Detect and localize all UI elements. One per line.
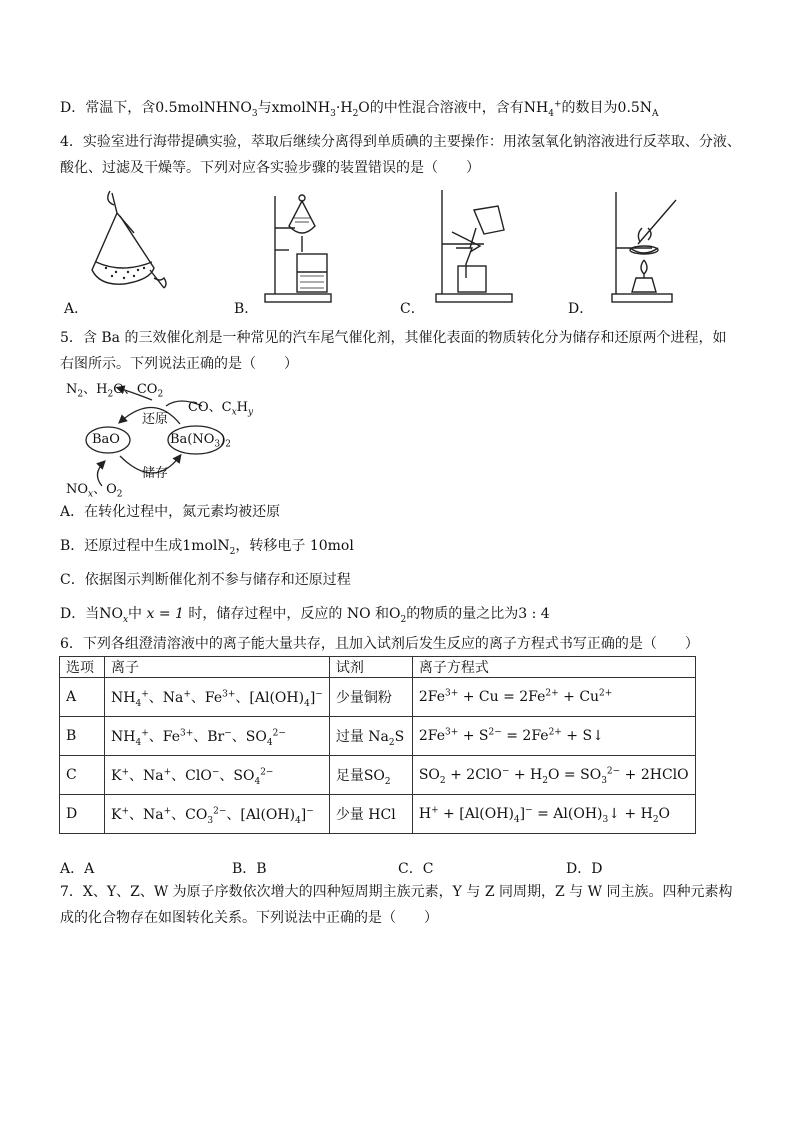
q5-option-b: B．还原过程中生成1molN$_2$，转移电子 10mol [60,538,354,557]
q5-stem-line2: 右图所示。下列说法正确的是（ ） [60,356,298,372]
row-option: A [60,678,105,717]
q7-stem-line2: 成的化合物存在如图转化关系。下列说法中正确的是（ ） [60,910,438,926]
header-ions: 离子 [105,657,330,678]
row-equation: $SO_2 + 2ClO^- + H_2O = SO_3^{2-}$ + 2HClO [412,756,695,795]
q5-option-c: C．依据图示判断催化剂不参与储存和还原过程 [60,572,351,588]
answer-option-a: A．A [60,861,95,877]
row-option: C [60,756,105,795]
table-header-row [60,657,696,678]
reductants-label: CO、$C_xH_y$ [188,400,254,418]
store-label: 储存 [142,466,169,481]
figure-label-c: C． [400,301,425,317]
row-reagent: 少量 HCl [329,795,412,834]
answer-option-b: B．B [232,861,267,877]
table-row [60,678,696,717]
q3-option-d: D．常温下，含0.5molNHNO$_3$与$xmolNH_3\cdot H_2O$的中性混合溶液中，含有$NH_4^+$的数目为$0.5N_A$ [60,99,659,119]
q4-apparatus-figures [60,188,760,320]
q4-stem-line2: 酸化、过滤及干燥等。下列对应各实验步骤的装置错误的是（ ） [60,160,480,176]
figure-label-b: B． [234,301,259,317]
row-equation: $H^+ + [Al(OH)_4]^-$ = $Al(OH)_3↓ + H_2O$ [412,795,695,834]
answer-option-c: C．C [398,861,434,877]
table-row [60,795,696,834]
reduce-label: 还原 [142,412,169,427]
filtration-figure [428,188,538,306]
header-reagent: 试剂 [329,657,412,678]
separatory-funnel-stand-figure [255,188,365,306]
row-ions: K+、Na+、$CO_3^{2-}$、$[Al(OH)_4]^-$ [105,795,330,834]
figure-label-d: D． [568,301,594,317]
q5-stem-line1: 5．含 Ba 的三效催化剂是一种常见的汽车尾气催化剂，其催化表面的物质转化分为储存和还原两个进程，如 [60,330,727,346]
header-equation: 离子方程式 [412,657,695,678]
q7-stem-line1: 7．X、Y、Z、W 为原子序数依次增大的四种短周期主族元素，Y 与 Z 同周期，Z 与 W 同主族。四种元素构 [60,884,733,900]
header-option: 选项 [60,657,105,678]
q5-option-d: D．当$NO_x$中 x = 1 时，储存过程中，反应的 NO 和$O_2$的物质的量之比为3 : 4 [60,606,550,625]
catalyst-cycle-diagram [62,378,262,500]
row-reagent: 少量铜粉 [329,678,412,717]
evaporation-figure [606,188,716,306]
row-equation: $2Fe^{3+} + S^{2-} = 2Fe^{2+}$ + S↓ [412,717,695,756]
separatory-funnel-hand-figure [72,188,192,298]
products-label: $N_2$、$H_2O$、$CO_2$ [66,382,164,400]
row-ions: K+、Na+、ClO−、$SO_4^{2-}$ [105,756,330,795]
row-option: B [60,717,105,756]
row-ions: $NH_4^+$、Na+、$Fe^{3+}$、$[Al(OH)_4]^-$ [105,678,330,717]
reactants-label: $NO_x$、$O_2$ [66,482,123,500]
table-row [60,756,696,795]
bao-node: BaO [92,432,120,447]
q5-option-a: A．在转化过程中，氮元素均被还原 [60,504,281,520]
table-row [60,717,696,756]
ba-nitrate-node: $Ba(NO_3)_2$ [170,432,231,450]
row-ions: $NH_4^+$、$Fe^{3+}$、Br−、$SO_4^{2-}$ [105,717,330,756]
ion-table [59,656,696,834]
answer-option-d: D．D [566,861,603,877]
figure-label-a: A． [64,301,89,317]
row-option: D [60,795,105,834]
q6-stem: 6．下列各组澄清溶液中的离子能大量共存，且加入试剂后发生反应的离子方程式书写正确的是（ ） [60,636,699,652]
q4-stem-line1: 4．实验室进行海带提碘实验，萃取后继续分离得到单质碘的主要操作：用浓氢氧化钠溶液进行反萃取、分液、 [60,134,741,150]
row-reagent: 过量 $Na_2S$ [329,717,412,756]
row-equation: $2Fe^{3+} + Cu = 2Fe^{2+} + Cu^{2+}$ [412,678,695,717]
q6-answer-options [60,858,760,878]
row-reagent: 足量$SO_2$ [329,756,412,795]
